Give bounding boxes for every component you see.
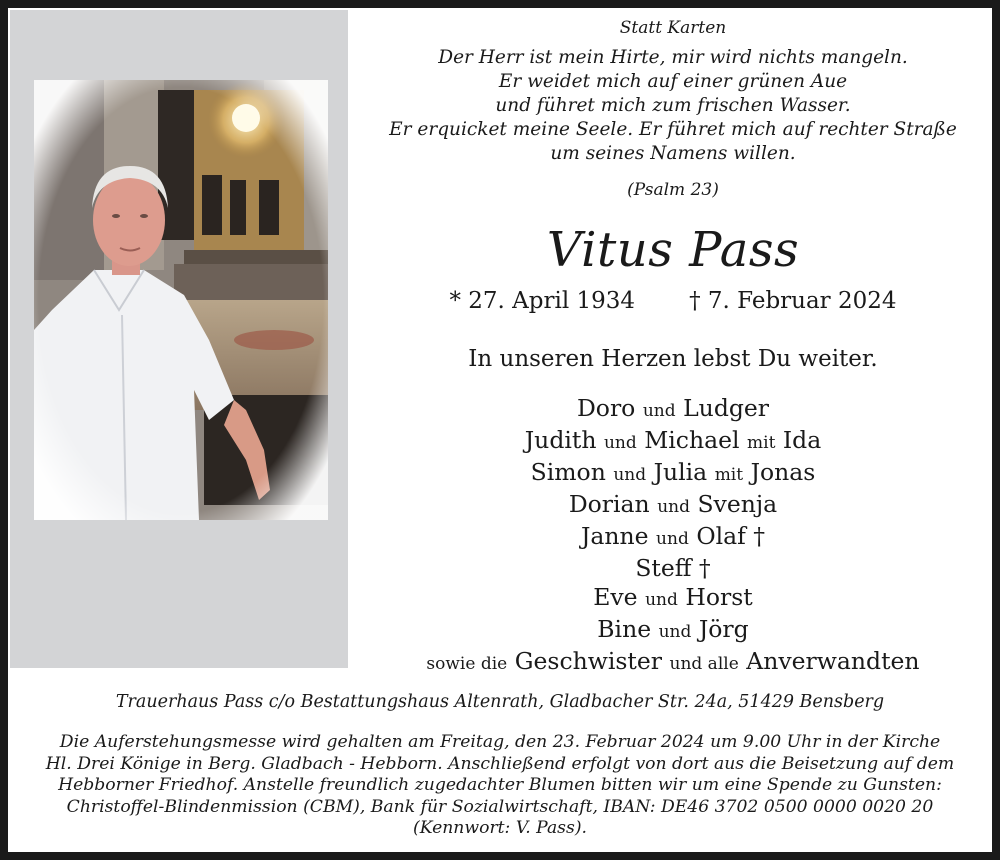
family-name: Svenja [697, 490, 778, 518]
family-connector: mit [714, 465, 744, 485]
family-name: Anverwandten [746, 647, 920, 675]
verse-line: Der Herr ist mein Hirte, mir wird nichts mangeln. [438, 47, 908, 68]
family-name: Eve [593, 583, 638, 611]
funeral-notice [28, 732, 972, 840]
family-name: Simon [530, 458, 606, 486]
family-name: Michael [644, 426, 740, 454]
psalm-verse [353, 46, 993, 166]
family-row [353, 554, 993, 583]
portrait-photo [34, 80, 328, 520]
motto: In unseren Herzen lebst Du weiter. [468, 346, 878, 372]
family-name: Dorian [568, 490, 650, 518]
verse-line: um seines Namens willen. [550, 143, 796, 164]
family-connector: und [658, 622, 692, 642]
life-dates [353, 288, 993, 314]
deceased-name: Vitus Pass [546, 222, 800, 278]
mourning-house-address: Trauerhaus Pass c/o Bestattungshaus Altenrath, Gladbacher Str. 24a, 51429 Bensberg [115, 692, 885, 712]
notice-line: Hebborner Friedhof. Anstelle freundlich zugedachter Blumen bitten wir um eine Spende zu Gunsten: [58, 775, 942, 795]
family-connector: und [642, 401, 676, 421]
notice-line: (Kennwort: V. Pass). [412, 818, 587, 838]
family-name: Olaf † [696, 522, 766, 550]
statt-karten: Statt Karten [619, 18, 727, 38]
family-list [353, 394, 993, 679]
family-connector: mit [747, 433, 776, 453]
family-row [353, 647, 993, 679]
family-name: Julia [653, 458, 708, 486]
family-name: Geschwister [514, 647, 663, 675]
verse-line: Er erquicket meine Seele. Er führet mich auf rechter Straße [389, 119, 957, 140]
family-row [353, 583, 993, 615]
birth-date: * 27. April 1934 [449, 288, 636, 314]
family-connector: und [657, 497, 690, 517]
family-row [353, 426, 993, 458]
family-row [353, 394, 993, 426]
family-name: Judith [524, 426, 597, 454]
family-name: Jörg [698, 615, 749, 643]
family-connector: sowie die [426, 654, 508, 674]
family-connector: und alle [669, 654, 739, 674]
verse-line: Er weidet mich auf einer grünen Aue [498, 71, 848, 92]
family-row [353, 615, 993, 647]
death-date: † 7. Februar 2024 [689, 288, 897, 314]
family-name: Bine [597, 615, 652, 643]
family-row [353, 458, 993, 490]
notice-line: Die Auferstehungsmesse wird gehalten am Freitag, den 23. Februar 2024 um 9.00 Uhr in der Kirche [59, 732, 941, 752]
family-name: Jonas [750, 458, 816, 486]
family-connector: und [603, 433, 637, 453]
family-connector: und [613, 465, 647, 485]
notice-line: Hl. Drei Könige in Berg. Gladbach - Hebborn. Anschließend erfolgt von dort aus die Beisetzung auf dem [45, 753, 955, 774]
notice-line: Christoffel-Blindenmission (CBM), Bank für Sozialwirtschaft, IBAN: DE46 3702 0500 0000 0020 20 [66, 796, 934, 817]
family-name: Horst [685, 583, 753, 611]
family-name: Steff † [635, 554, 711, 582]
photo-panel [10, 10, 348, 668]
obituary-card [8, 8, 992, 852]
family-name: Janne [580, 522, 649, 550]
verse-line: und führet mich zum frischen Wasser. [495, 95, 851, 116]
family-name: Doro [576, 394, 636, 422]
family-name: Ludger [683, 394, 770, 422]
family-row [353, 490, 993, 522]
family-row [353, 522, 993, 554]
family-connector: und [645, 590, 678, 610]
family-name: Ida [782, 426, 822, 454]
psalm-source: (Psalm 23) [627, 180, 719, 200]
family-connector: und [656, 529, 689, 549]
